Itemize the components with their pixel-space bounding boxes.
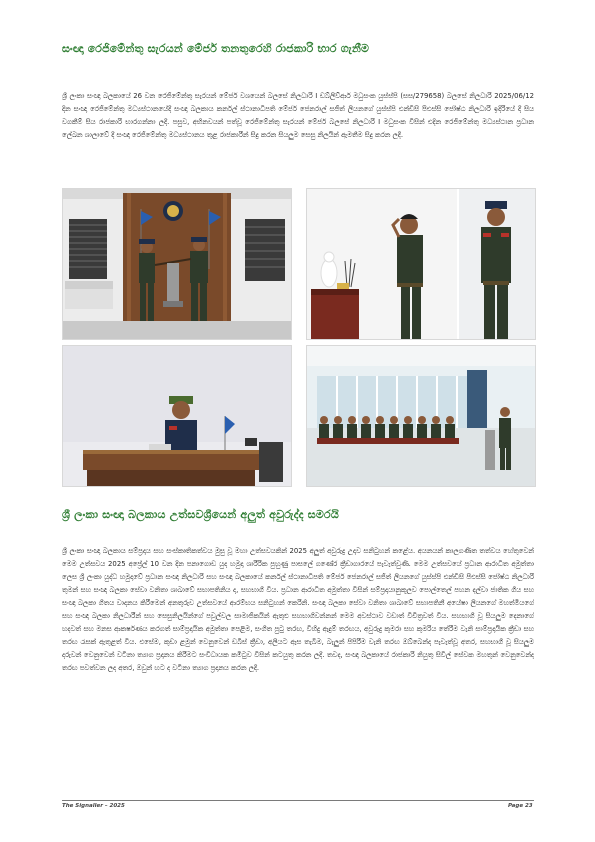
article-heading-rsm-appointment: සංඥා රෙජිමේන්තු සැරයන් මේජර් තනතුරෙහි රාජකාරි භාර ගැනීම	[62, 42, 370, 55]
article-body-rsm-appointment: ශ්‍රී ලංකා සංඥා බලකායේ 26 වන රෙජිමේන්තු සැරයන් මේජර් වශයෙන් බලසේ නිලධාරි I ඩබ්ලිව්ආර් මධුසංක යුස්ස්පි (සස/279658) බලසේ නිලධාරි 2025/06/12 දින සංඥා රෙජිමේන්තු මධ්‍යස්ථානයේදී සංඥා බලකාය කර්නල් ස්ථානාධිපති මේජර් ජෙනරාල් සජිත් ලියනගේ යුස්ස්පි එන්ඩීසි පීඑස්සි ජෝෂ්ඨ නිලධාරි ඉදිරියේ දී සිය වගකීම් සිය රාජකාරි භාරගන්නා ලදී. පසුව, අභිනවයන් පත්වූ රෙජිමේන්තු සැරයන් මේජර් බලසේ නිලධාරි I මධුසංක විසින් එදින රෙජිමේන්තු මධ්‍යස්ථාන ප්‍රධාන ලේඛන ශාලාවේ දී සංඥා රෙජිමේන්තු මධ්‍යස්ථානය තුළ රාජකාරීන් සිදු කරන සියලුම සෙසු නිලයින් ඇමතීම සිදු කරන ලදී.	[62, 92, 534, 139]
footer-page-number: Page 23	[508, 803, 533, 809]
footer-publication-name: The Signaller – 2025	[62, 803, 125, 809]
footer-divider	[62, 800, 534, 801]
photo-seated-at-desk	[62, 345, 292, 487]
photo-handover-ceremony	[62, 188, 292, 340]
photo-paying-respect	[306, 188, 536, 340]
photo-addressing-troops	[306, 345, 536, 487]
article-heading-new-year-celebration: ශ්‍රී ලංකා සංඥා බලකාය උත්සවශ්‍රීයෙන් අලුත් අවුරුද්ද සමරයි	[62, 508, 339, 521]
article-body-new-year-celebration: ශ්‍රී ලංකා සංඥා බලකාය සම්ප්‍රදාය සහ සංස්කෘතිකත්වය මුසු වූ මහා උත්සවයකින් 2025 අලුත් අවුරුදු උදාව සනිටුහන් කළේය. අයනයන් කාලගණිත තත්වය හේතුවෙන් මෙම උත්සවය 2025 අප්‍රේල් 10 වන දින පනාගොඩ යුද හමුදා ශාරීරික පුහුණු පාසලේ ගණේර ක්‍රීඩාගාරයේ පැවැත්වුණි. මෙම උත්සවයේ ප්‍රධාන ආරාධිත අමුත්තා ලෙස ශ්‍රී ලංකා යුද්ධ හමුදාවේ ප්‍රධාන සංඥා නිලධාරි සහ සංඥා බලකායේ කර්නල් ස්ථානාධිපති මේජර් ජෙනරාල් සජිත් ලියනගේ යුස්ස්පි එන්ඩීසි පීඑස්සි ජෝෂ්ඨ නිලධාරි තුමන් සහ සංඥා බලකා සේවා වනිතා ශාඛාවේ සභාපතිනිය ද, සහභාගී විය. ප්‍රධාන ආරාධිත අමුත්තා විසින් සම්ප්‍රදායානුකූලව පොල්තෙල් පහන දල්වා ජාතික ගීය සහ සංඥා බලකා ගීතය වාදනය කිරීමෙන් අනතුරුව උත්සවයේ ආරම්භය සනිටුහන් කෙරිනි. සංඥා බලකා සේවා වනිතා ශාඛාවේ සභාපතිනී අයේෂා ලියනගේ මහත්මියගේ සහ සංඥා බලකා නිලධාරීන් සහ සෙසුනිලයින්ගේ පවුල්වල සාමාජිකයින් ඇතුළු සහභාගිවන්නන් මෙම අවස්ථාව වඩාත් විචිත්‍රවත් විය. සහභාගී වූ සියලුම දෙනාගේ හදවත් සහ මනස ආකර්ෂණය කරගත් සාම්ප්‍රදායික අමුත්තා පෙළිම, සංගීත පුටු තරඟ, විහිදු ඇදුම් තරඟය, අවුරුදු කුමරා සහ කුමරිය තේරීම වැනි සාම්ප්‍රදායික ක්‍රීඩා සහ තරඟ රැසක් ඇතුළත් විය. එසේම, කුඩා ළමුන් වෙනුවෙන් ඩබිස් ක්‍රීඩා, අලියට ඇස තැබීම, බැලුන් පිපිරීම වැනි තරඟ ඔබ්බෙන්ද පැවැත්වූ අතර, සහභාගී වූ සියලුම දරුවන් වෙනුවෙන් වටිනා ත්‍යාග ප්‍රදානය කිරීමට සංවිධායක කමිටුව විසින් කටයුතු කරන ලදී. තවද, සංඥා බලකායේ රාජකාරි නියුතු සිවිල් සේවක මහතුන් වෙනුවෙන්ද තරඟ පවත්වන ලද අතර, ඔවුන් හට ද වටිනා ත්‍යාග ප්‍රදානය කරන ලදී.	[62, 547, 534, 672]
